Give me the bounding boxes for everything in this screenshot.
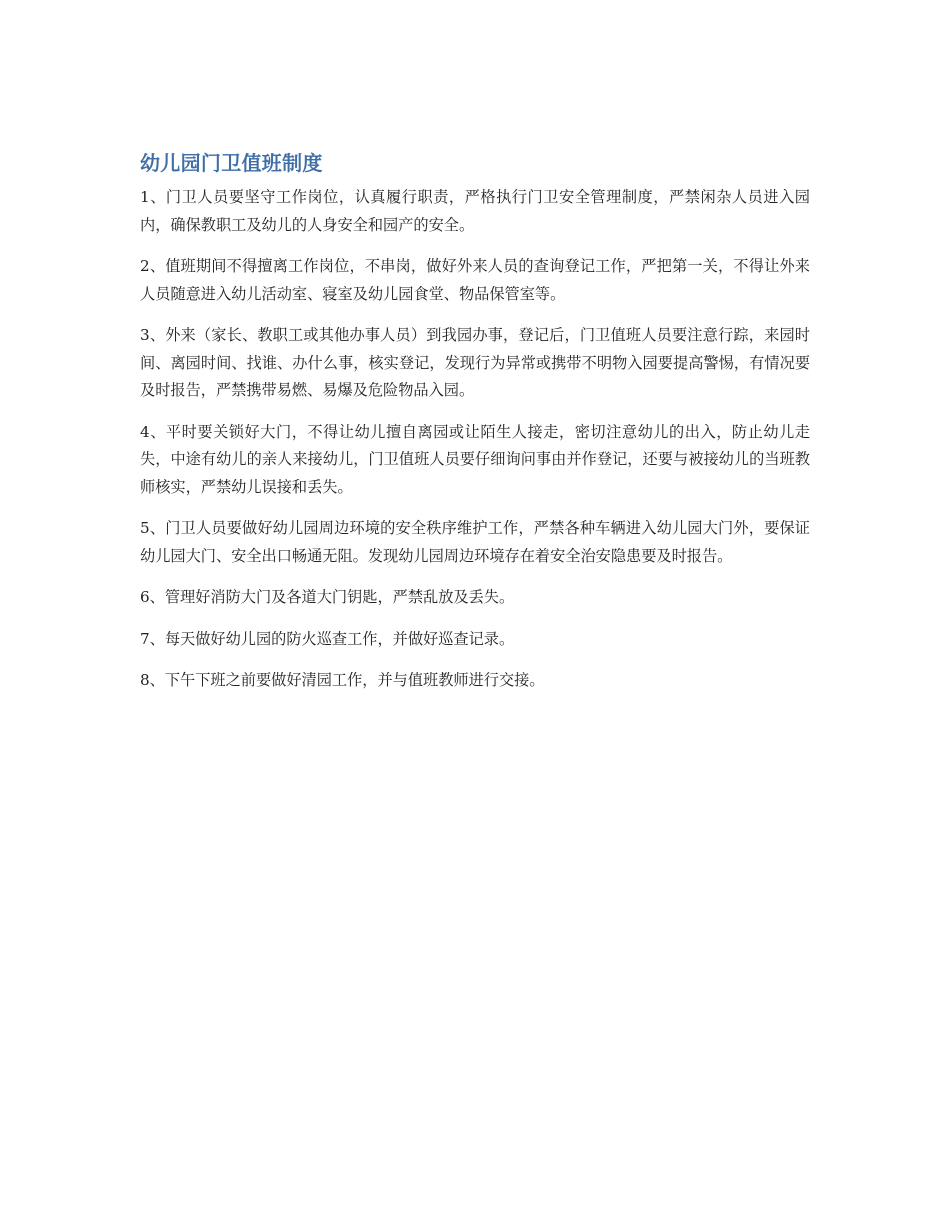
paragraph-1: 1、门卫人员要坚守工作岗位，认真履行职责，严格执行门卫安全管理制度，严禁闲杂人员进入园内，确保教职工及幼儿的人身安全和园产的安全。	[140, 188, 810, 234]
document-page	[140, 148, 810, 709]
document-title: 幼儿园门卫值班制度	[140, 151, 323, 175]
paragraph-5: 5、门卫人员要做好幼儿园周边环境的安全秩序维护工作，严禁各种车辆进入幼儿园大门外，要保证幼儿园大门、安全出口畅通无阻。发现幼儿园周边环境存在着安全治安隐患要及时报告。	[140, 519, 810, 565]
paragraph-8: 8、下午下班之前要做好清园工作，并与值班教师进行交接。	[140, 671, 545, 689]
paragraph-2: 2、值班期间不得擅离工作岗位，不串岗，做好外来人员的查询登记工作，严把第一关，不得让外来人员随意进入幼儿活动室、寝室及幼儿园食堂、物品保管室等。	[140, 257, 810, 303]
paragraph-6: 6、管理好消防大门及各道大门钥匙，严禁乱放及丢失。	[140, 588, 515, 606]
paragraph-3: 3、外来（家长、教职工或其他办事人员）到我园办事，登记后，门卫值班人员要注意行踪，来园时间、离园时间、找谁、办什么事，核实登记，发现行为异常或携带不明物入园要提高警惕，有情况要及时报告，严禁携带易燃、易爆及危险物品入园。	[140, 326, 810, 399]
paragraph-4: 4、平时要关锁好大门，不得让幼儿擅自离园或让陌生人接走，密切注意幼儿的出入，防止幼儿走失，中途有幼儿的亲人来接幼儿，门卫值班人员要仔细询问事由并作登记，还要与被接幼儿的当班教师核实，严禁幼儿误接和丢失。	[140, 422, 810, 496]
paragraph-7: 7、每天做好幼儿园的防火巡查工作，并做好巡查记录。	[140, 629, 515, 648]
